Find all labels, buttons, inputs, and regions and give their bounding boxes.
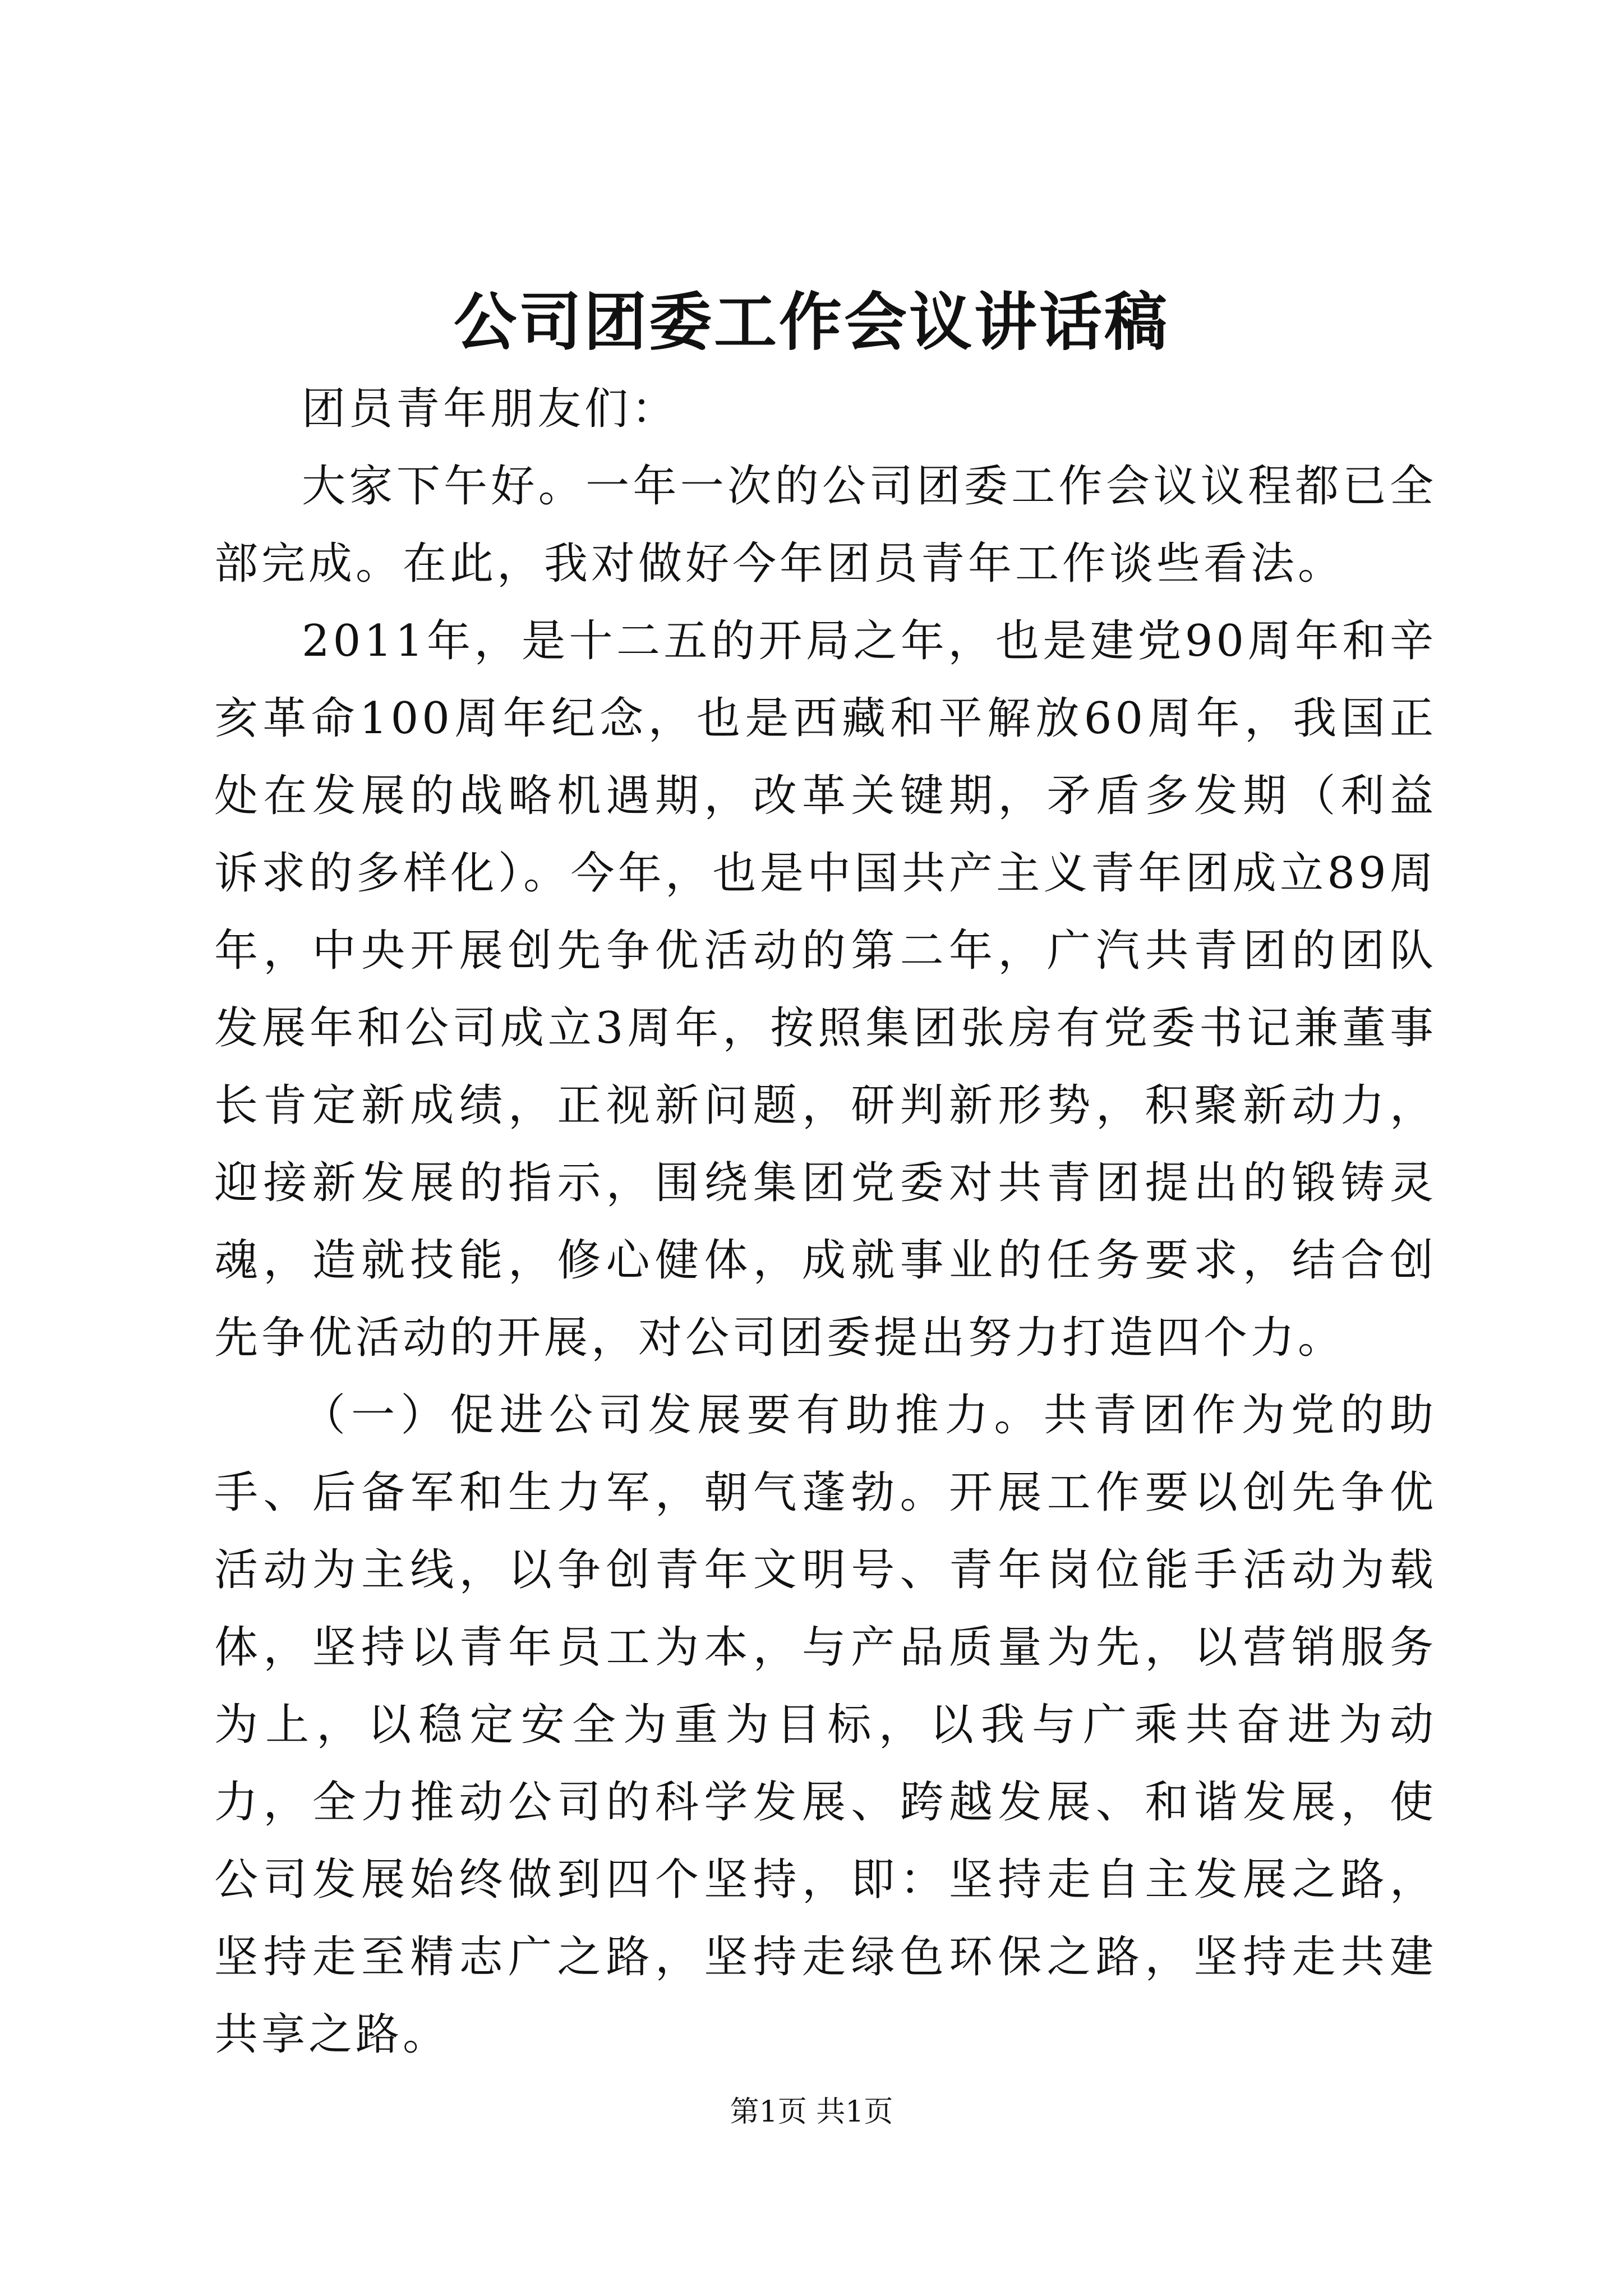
- document-title: 公司团委工作会议讲话稿: [454, 286, 1169, 359]
- page-number-footer: 第1页 共1页: [730, 2095, 893, 2129]
- section-one-paragraph: （一）促进公司发展要有助推力。共青团作为党的助手、后备军和生力军，朝气蓬勃。开展工作要以创先争优活动为主线，以争创青年文明号、青年岗位能手活动为载体，坚持以青年员工为本，与产品质量为先，以营销服务为上，以稳定安全为重为目标，以我与广乘共奋进为动力，全力推动公司的科学发展、跨越发展、和谐发展，使公司发展始终做到四个坚持，即：坚持走自主发展之路，坚持走至精志广之路，坚持走绿色环保之路，坚持走共建共享之路。: [214, 1390, 1437, 2060]
- background-paragraph: 2011年，是十二五的开局之年，也是建党90周年和辛亥革命100周年纪念，也是西藏和平解放60周年，我国正处在发展的战略机遇期，改革关键期，矛盾多发期（利益诉求的多样化）。今年，也是中国共产主义青年团成立89周年，中央开展创先争优活动的第二年，广汽共青团的团队发展年和公司成立3周年，按照集团张房有党委书记兼董事长肯定新成绩，正视新问题，研判新形势，积聚新动力，迎接新发展的指示，围绕集团党委对共青团提出的锻铸灵魂，造就技能，修心健体，成就事业的任务要求，结合创先争优活动的开展，对公司团委提出努力打造四个力。: [214, 616, 1437, 1363]
- greeting-paragraph: 大家下午好。一年一次的公司团委工作会议议程都已全部完成。在此，我对做好今年团员青年工作谈些看法。: [214, 461, 1437, 589]
- document-body: [214, 370, 1437, 2073]
- salutation-paragraph: 团员青年朋友们：: [302, 384, 679, 434]
